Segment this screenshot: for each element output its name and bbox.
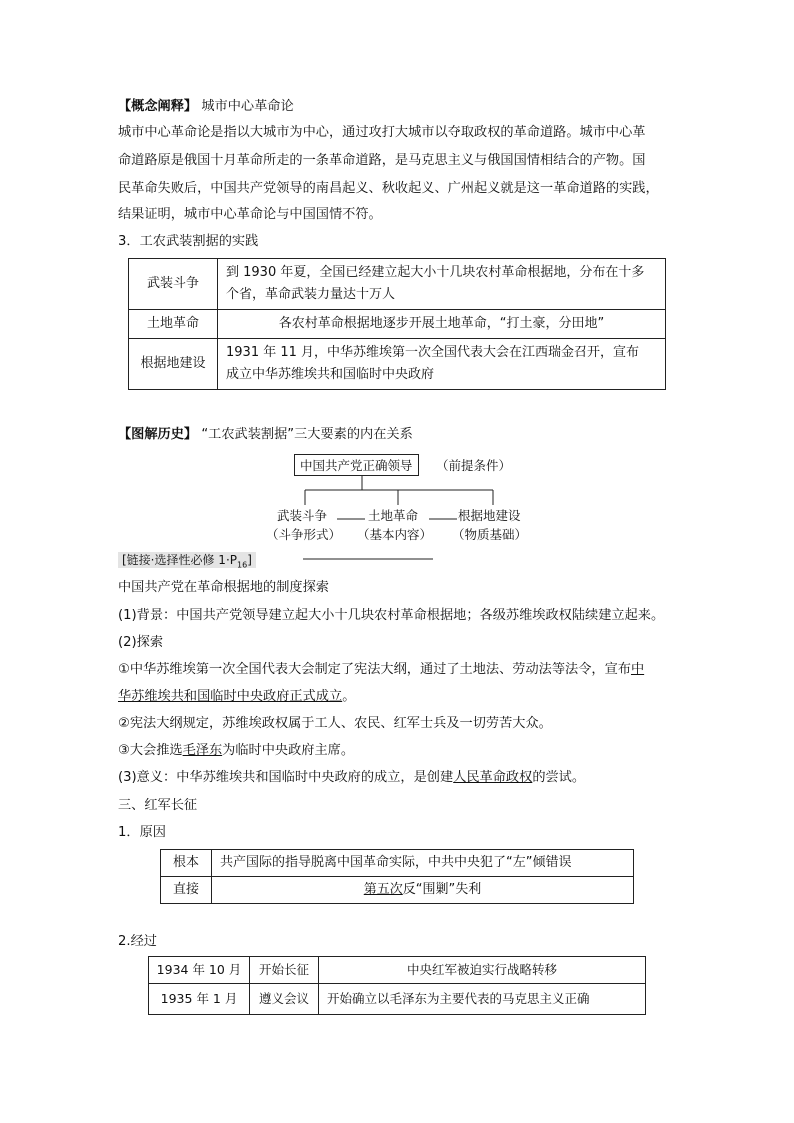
diagram-item-1: 武装斗争 bbox=[277, 508, 328, 523]
concept-line-3: 民革命失败后，中国共产党领导的南昌起义、秋收起义、广州起义就是这一革命道路的实践， bbox=[118, 181, 659, 196]
process-desc: 开始确立以毛泽东为主要代表的马克思主义正确 bbox=[319, 984, 646, 1015]
cause-label: 根本 bbox=[161, 850, 212, 877]
process-desc: 中央红军被迫实行战略转移 bbox=[319, 957, 646, 984]
diagram-note-2: （基本内容） bbox=[357, 527, 433, 542]
process-table bbox=[148, 956, 646, 1015]
diagram-connectors bbox=[0, 0, 794, 560]
cause-table bbox=[160, 849, 634, 904]
diagram-item-3: 根据地建设 bbox=[458, 508, 521, 523]
diagram-title: “工农武装割据”三大要素的内在关系 bbox=[201, 427, 413, 442]
cause-text: 共产国际的指导脱离中国革命实际，中共中央犯了“左”倾错误 bbox=[212, 850, 634, 877]
diagram-top-note: （前提条件） bbox=[436, 458, 512, 473]
row-text: 成立中华苏维埃共和国临时中央政府 bbox=[226, 367, 435, 382]
link-title: 中国共产党在革命根据地的制度探索 bbox=[118, 580, 329, 595]
process-event: 开始长征 bbox=[250, 957, 319, 984]
row-label: 土地革命 bbox=[129, 310, 218, 339]
link-tag: [链接·选择性必修 $1\cdot P_{16}$] bbox=[118, 552, 256, 568]
concept-line-4: 结果证明，城市中心革命论与中国国情不符。 bbox=[118, 207, 382, 222]
row-text: 1931 年 11 月，中华苏维埃第一次全国代表大会在江西瑞金召开，宣布 bbox=[226, 345, 640, 360]
row-text: 各农村革命根据地逐步开展土地革命，“打土豪，分田地” bbox=[218, 310, 666, 339]
cause-heading: 1．原因 bbox=[118, 825, 166, 840]
row-text: 个省，革命武装力量达十万人 bbox=[226, 287, 396, 302]
process-date: 1935 年 1 月 bbox=[149, 984, 250, 1015]
concept-line-2: 命道路原是俄国十月革命所走的一条革命道路，是马克思主义与俄国国情相结合的产物。国 bbox=[118, 153, 646, 168]
row-label: 根据地建设 bbox=[129, 339, 218, 390]
table-row bbox=[161, 850, 634, 877]
process-event: 遵义会议 bbox=[250, 984, 319, 1015]
link-point-3: ③大会推选毛泽东为临时中央政府主席。 bbox=[118, 743, 355, 758]
table-row bbox=[149, 984, 646, 1015]
row-label: 武装斗争 bbox=[129, 259, 218, 310]
concept-title: 城市中心革命论 bbox=[201, 99, 294, 114]
table-row bbox=[149, 957, 646, 984]
process-date: 1934 年 10 月 bbox=[149, 957, 250, 984]
section3-heading: 3．工农武装割据的实践 bbox=[118, 234, 259, 249]
link-background: (1)背景：中国共产党领导建立起大小十几块农村革命根据地；各级苏维埃政权陆续建立起来。 bbox=[118, 608, 665, 623]
long-march-heading: 三、红军长征 bbox=[118, 798, 198, 813]
link-significance: (3)意义：中华苏维埃共和国临时中央政府的成立，是创建人民革命政权的尝试。 bbox=[118, 770, 586, 785]
concept-tag: 【概念阐释】 bbox=[118, 99, 198, 114]
link-label bbox=[118, 550, 256, 575]
concept-line-1: 城市中心革命论是指以大城市为中心，通过攻打大城市以夺取政权的革命道路。城市中心革 bbox=[118, 125, 646, 140]
cause-text: 第五次反“围剿”失利 bbox=[212, 877, 634, 904]
cause-label: 直接 bbox=[161, 877, 212, 904]
diagram-top-box: 中国共产党正确领导 bbox=[294, 454, 419, 476]
link-point-1-cont: 华苏维埃共和国临时中央政府正式成立。 bbox=[118, 689, 356, 704]
process-heading: 2.经过 bbox=[118, 934, 157, 949]
link-point-2: ②宪法大纲规定，苏维埃政权属于工人、农民、红军士兵及一切劳苦大众。 bbox=[118, 716, 552, 731]
link-explore: (2)探索 bbox=[118, 635, 164, 650]
diagram-tag: 【图解历史】 bbox=[118, 427, 198, 442]
row-text: 到 1930 年夏，全国已经建立起大小十几块农村革命根据地，分布在十多 bbox=[226, 265, 645, 280]
table-row bbox=[161, 877, 634, 904]
diagram-note-3: （物质基础） bbox=[452, 527, 528, 542]
diagram-item-2: 土地革命 bbox=[368, 508, 419, 523]
diagram-note-1: （斗争形式） bbox=[266, 527, 342, 542]
link-point-1: ①中华苏维埃第一次全国代表大会制定了宪法大纲，通过了土地法、劳动法等法令，宣布中 bbox=[118, 662, 645, 677]
